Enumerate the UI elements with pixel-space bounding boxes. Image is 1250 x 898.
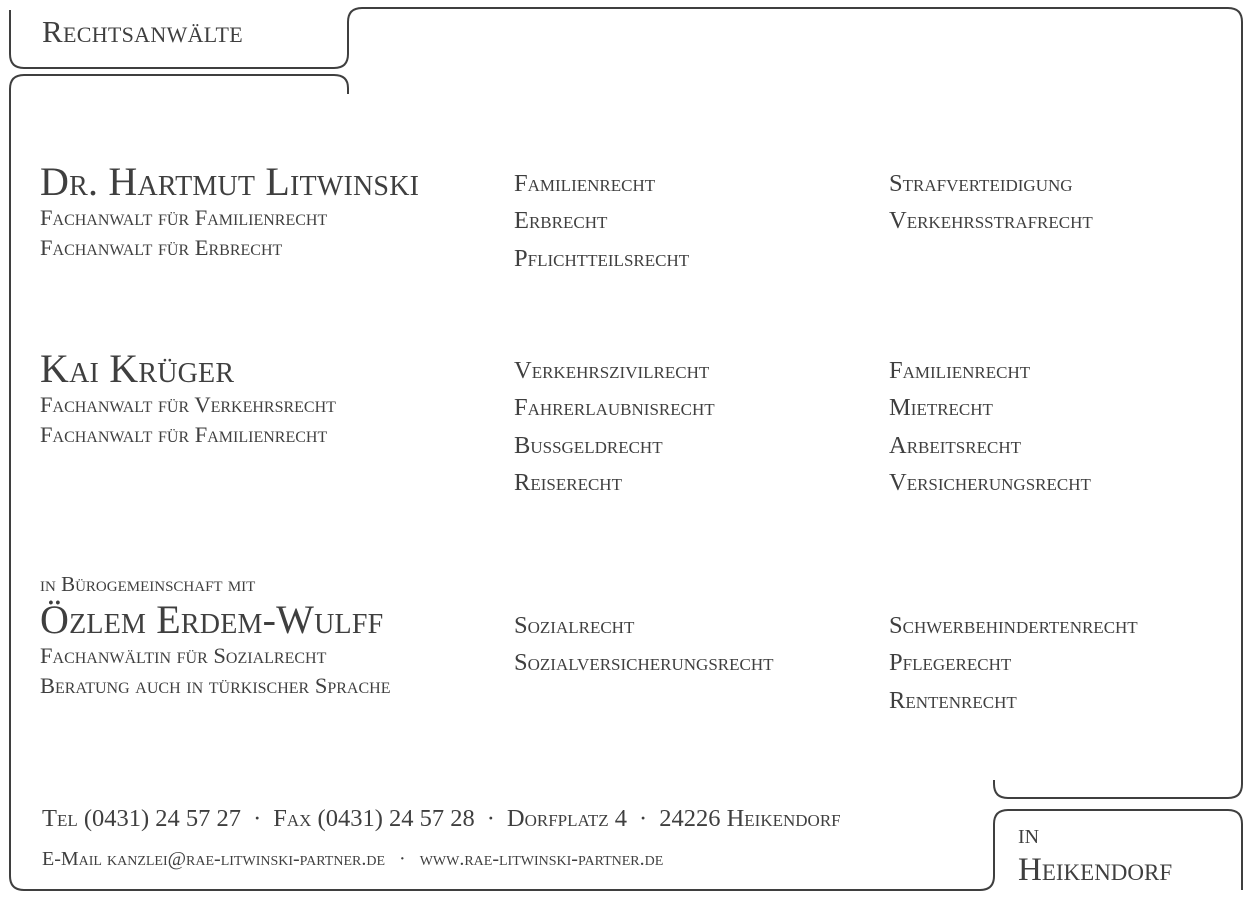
practice-area: Familienrecht xyxy=(889,357,1031,384)
practice-area: Fahrerlaubnisrecht xyxy=(514,394,715,422)
lawyer-title: Fachanwältin für Sozialrecht xyxy=(40,643,327,668)
city-address: 24226 Heikendorf xyxy=(659,805,841,832)
contact-line-online xyxy=(42,843,663,875)
areas-col2-litwinski xyxy=(889,165,1093,240)
practice-area: Strafverteidigung xyxy=(889,170,1073,197)
areas-col2-erdem-wulff xyxy=(889,607,1138,719)
lawyer-title: Fachanwalt für Erbrecht xyxy=(40,235,283,260)
location-prefix: in xyxy=(1018,819,1040,850)
areas-col1-krueger xyxy=(514,352,715,501)
email-address[interactable]: E-Mail kanzlei@rae-litwinski-partner.de xyxy=(42,848,386,870)
lawyer-block-krueger xyxy=(40,346,336,450)
practice-area: Mietrecht xyxy=(889,394,993,422)
lawyer-name: Özlem Erdem-Wulff xyxy=(40,597,384,642)
firm-title: Rechtsanwälte xyxy=(42,14,243,49)
areas-col2-krueger xyxy=(889,352,1091,501)
practice-area: Arbeitsrecht xyxy=(889,431,1021,459)
lawyer-title: Fachanwalt für Verkehrsrecht xyxy=(40,392,336,417)
lawyer-name: Dr. Hartmut Litwinski xyxy=(40,159,420,204)
practice-area: Rentenrecht xyxy=(889,686,1017,714)
practice-area: Schwerbehindertenrecht xyxy=(889,612,1138,639)
street-address: Dorfplatz 4 xyxy=(506,805,628,832)
fax-number: Fax (0431) 24 57 28 xyxy=(273,805,475,832)
lawyer-block-erdem-wulff xyxy=(40,572,390,701)
separator-dot: · xyxy=(253,805,262,832)
lawyer-title: Fachanwalt für Familienrecht xyxy=(40,422,328,447)
phone-number: Tel (0431) 24 57 27 xyxy=(42,805,242,832)
practice-area: Pflichtteilsrecht xyxy=(514,244,690,272)
practice-area: Pflegerecht xyxy=(889,649,1012,677)
website-link[interactable]: www.rae-litwinski-partner.de xyxy=(419,848,664,870)
practice-area: Verkehrsstrafrecht xyxy=(889,207,1093,235)
practice-area: Versicherungsrecht xyxy=(889,468,1091,496)
lawyer-title: Beratung auch in türkischer Sprache xyxy=(40,673,391,698)
separator-dot: · xyxy=(399,848,406,870)
practice-area: Familienrecht xyxy=(514,170,656,197)
practice-area: Reiserecht xyxy=(514,468,622,496)
lawyer-title: Fachanwalt für Familienrecht xyxy=(40,205,328,230)
office-sharing-note: in Bürogemeinschaft mit xyxy=(40,572,256,596)
contact-line-phone-address xyxy=(42,803,841,835)
areas-col1-litwinski xyxy=(514,165,689,277)
practice-area: Sozialversicherungsrecht xyxy=(514,649,774,677)
practice-area: Verkehrszivilrecht xyxy=(514,357,710,384)
areas-col1-erdem-wulff xyxy=(514,607,774,682)
lawyer-block-litwinski xyxy=(40,159,420,263)
practice-area: Erbrecht xyxy=(514,207,608,235)
separator-dot: · xyxy=(639,805,648,832)
location-city: Heikendorf xyxy=(1018,852,1173,888)
lawyer-name: Kai Krüger xyxy=(40,346,235,391)
practice-area: Sozialrecht xyxy=(514,612,635,639)
practice-area: Bußgeldrecht xyxy=(514,431,663,459)
separator-dot: · xyxy=(486,805,495,832)
